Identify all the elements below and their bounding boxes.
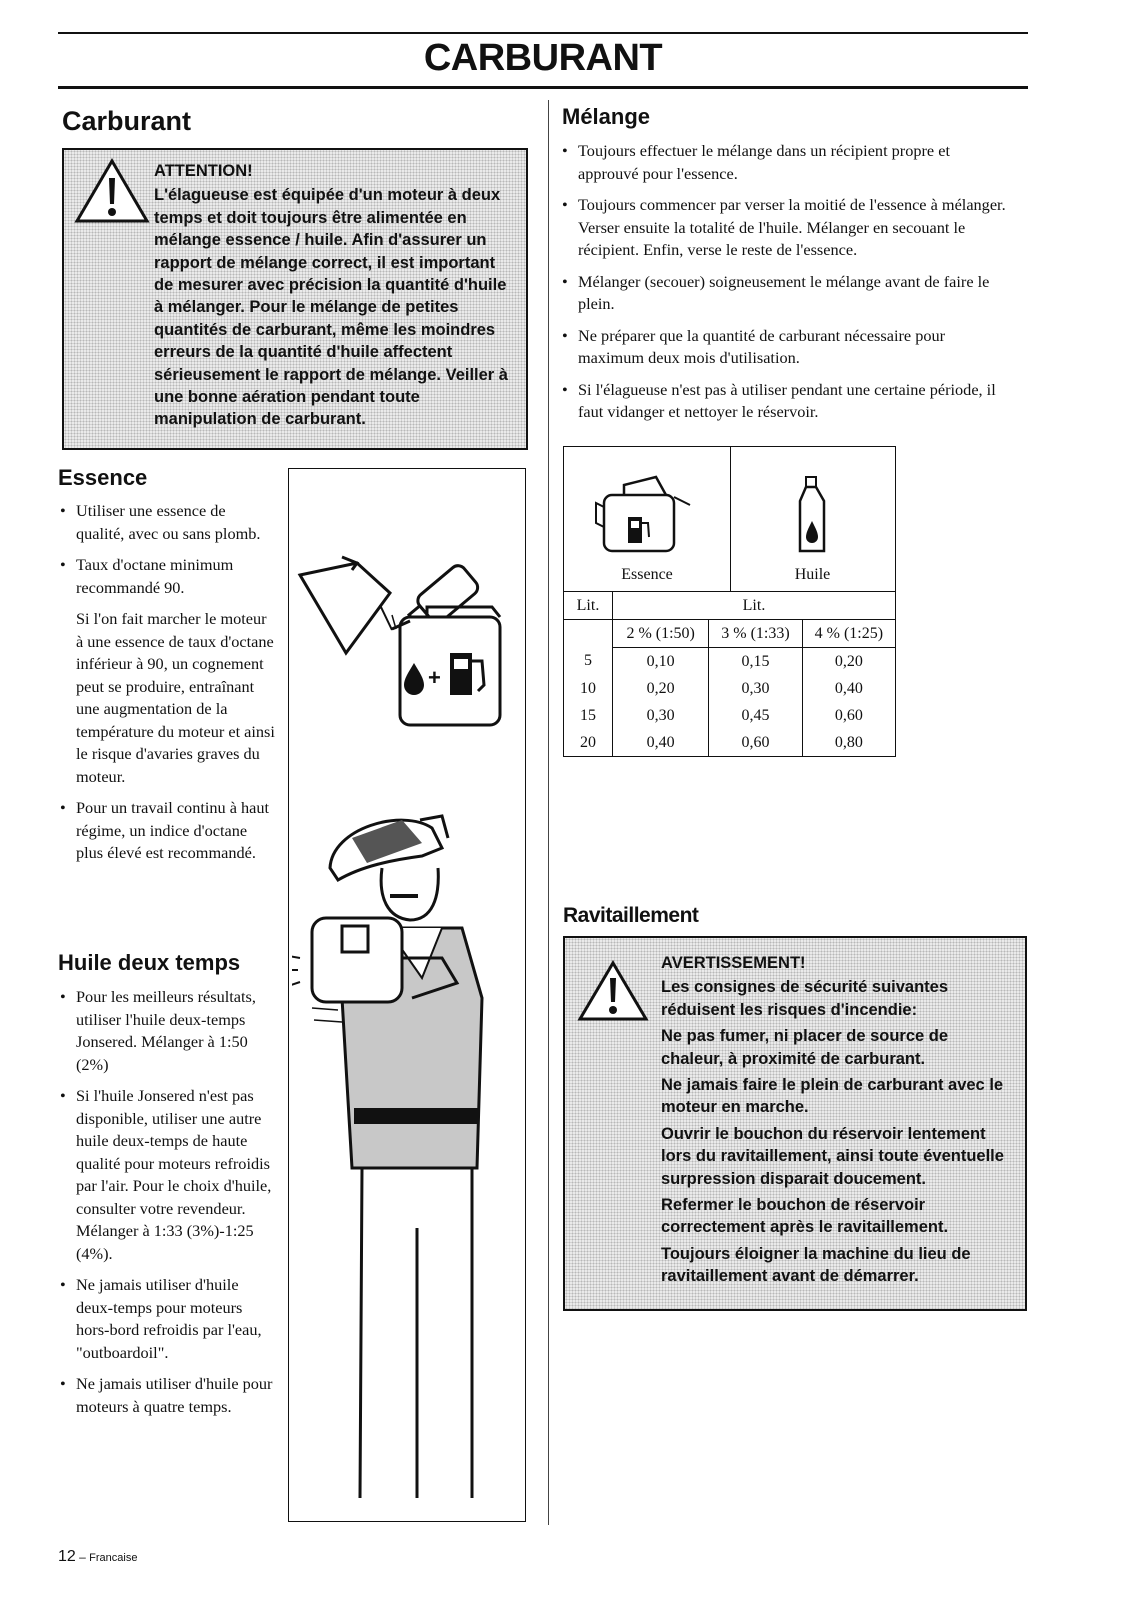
avertissement-paragraph: Ne pas fumer, ni placer de source de chaleur, à proximité de carburant. <box>661 1027 949 1068</box>
list-item: • Ne jamais utiliser d'huile pour moteurs à quatre temps. <box>58 1373 276 1418</box>
table-cell: 0,20 <box>613 675 709 702</box>
fuel-canister-icon <box>594 467 694 557</box>
table-cell: 0,45 <box>709 702 802 729</box>
col-essence-label: Essence <box>621 566 673 583</box>
man-with-canister-illustration <box>292 808 520 1508</box>
attention-title: ATTENTION! <box>154 162 253 180</box>
table-cell: 5 <box>564 648 613 676</box>
attention-text: L'élagueuse est équipée d'un moteur à deux temps et doit toujours être alimentée en mélange essence / huile. Afin d'assurer un rapport de mélange correct, il est important de mesurer avec précision la quantité d'huile à mélanger. Pour le mélange de petites quantités de carburant, même les moindres erreurs de la quantité d'huile affectent sérieusement le rapport de mélange. Veiller à une bonne aération pendant toute manipulation de carburant. <box>154 186 508 429</box>
col-huile-label: Huile <box>794 566 831 583</box>
avertissement-paragraph: Ouvrir le bouchon du réservoir lentement lors du ravitaillement, ainsi toute éventuelle surpression disparait doucement. <box>661 1124 1004 1188</box>
table-cell: Lit. <box>564 592 613 620</box>
table-cell: 0,30 <box>709 675 802 702</box>
table-row <box>564 592 896 620</box>
table-cell: 0,80 <box>802 729 895 757</box>
huile-heading: Huile deux temps <box>58 950 241 975</box>
avertissement-paragraph: Les consignes de sécurité suivantes réduisent les risques d'incendie: <box>661 978 949 1019</box>
table-cell: Lit. <box>613 592 896 620</box>
warning-triangle-icon <box>74 158 150 224</box>
avertissement-paragraph: Refermer le bouchon de réservoir correctement après le ravitaillement. <box>661 1196 949 1237</box>
svg-text:+: + <box>428 665 441 690</box>
list-item: • Ne préparer que la quantité de carburant nécessaire pour maximum deux mois d'utilisation. <box>560 325 1006 370</box>
essence-note: Si l'on fait marcher le moteur à une essence de taux d'octane inférieur à 90, un cognement peut se produire, entraînant une augmentation de la température du moteur et ainsi le risque d'avaries graves du moteur. <box>76 609 275 786</box>
list-item: • Mélanger (secouer) soigneusement le mélange avant de faire le plein. <box>560 271 1006 316</box>
top-rule <box>58 32 1028 34</box>
table-cell: 0,60 <box>709 729 802 757</box>
table-row <box>564 648 896 676</box>
list-item: • Si l'élagueuse n'est pas à utiliser pendant une certaine période, il faut vidanger et nettoyer le réservoir. <box>560 379 1006 424</box>
avertissement-title: AVERTISSEMENT! <box>661 954 806 972</box>
warning-triangle-icon <box>577 960 649 1022</box>
table-cell: 0,60 <box>802 702 895 729</box>
essence-heading: Essence <box>58 465 148 490</box>
list-item: • Pour les meilleurs résultats, utiliser l'huile deux-temps Jonsered. Mélanger à 1:50 (2%) <box>58 986 276 1076</box>
avertissement-paragraph: Toujours éloigner la machine du lieu de ravitaillement avant de démarrer. <box>661 1244 971 1286</box>
avertissement-paragraph: Ne jamais faire le plein de carburant avec le moteur en marche. <box>661 1076 1004 1117</box>
list-item: • Taux d'octane minimum recommandé 90. <box>58 554 276 599</box>
table-cell: 0,40 <box>802 675 895 702</box>
list-item: • Utiliser une essence de qualité, avec ou sans plomb. <box>58 500 276 545</box>
table-row <box>564 620 896 648</box>
list-item: • Ne jamais utiliser d'huile deux-temps pour moteurs hors-bord refroidis par l'eau, "outboardoil". <box>58 1274 276 1364</box>
avertissement-warning-box <box>563 936 1027 1311</box>
table-cell: 10 <box>564 675 613 702</box>
table-cell: 3 % (1:33) <box>709 620 802 648</box>
table-cell: 4 % (1:25) <box>802 620 895 648</box>
list-item: • Si l'huile Jonsered n'est pas disponible, utiliser une autre huile deux-temps de haute qualité pour moteurs refroidis par l'air. Pour le choix d'huile, consulter votre revendeur. Mélanger à 1:33 (3%)-1:25 (4%). <box>58 1085 276 1265</box>
table-row <box>564 675 896 702</box>
carburant-heading: Carburant <box>62 106 192 136</box>
mixing-table <box>563 446 896 757</box>
mixing-illustration <box>292 545 520 745</box>
table-cell: 20 <box>564 729 613 757</box>
table-cell: 15 <box>564 702 613 729</box>
attention-warning-box <box>62 148 528 450</box>
table-cell: 2 % (1:50) <box>613 620 709 648</box>
table-cell: 0,10 <box>613 648 709 676</box>
list-item: • Pour un travail continu à haut régime, un indice d'octane plus élevé est recommandé. <box>58 797 276 865</box>
oil-bottle-icon <box>792 475 832 555</box>
huile-section <box>58 986 276 1427</box>
table-row <box>564 729 896 757</box>
table-header-icons <box>563 446 896 591</box>
table-cell: 0,40 <box>613 729 709 757</box>
melange-heading: Mélange <box>562 104 651 129</box>
page-number: 12 <box>58 1548 76 1565</box>
footer-language: Francaise <box>89 1552 138 1564</box>
list-item: • Toujours effectuer le mélange dans un récipient propre et approuvé pour l'essence. <box>560 140 1006 185</box>
page-title: CARBURANT <box>423 37 663 79</box>
column-divider <box>548 100 549 1525</box>
list-item: • Toujours commencer par verser la moitié de l'essence à mélanger. Verser ensuite la totalité de l'huile. Mélanger en secouant le récipient. Enfin, verse le reste de l'essence. <box>560 194 1006 262</box>
footer-separator: – <box>75 1550 90 1564</box>
essence-section <box>58 500 276 874</box>
table-cell: 0,30 <box>613 702 709 729</box>
table-row <box>564 702 896 729</box>
melange-section <box>560 140 1006 433</box>
page-footer <box>58 1548 137 1566</box>
table-cell: 0,20 <box>802 648 895 676</box>
ravitaillement-heading: Ravitaillement <box>563 904 699 927</box>
title-rule <box>58 86 1028 89</box>
table-cell: 0,15 <box>709 648 802 676</box>
